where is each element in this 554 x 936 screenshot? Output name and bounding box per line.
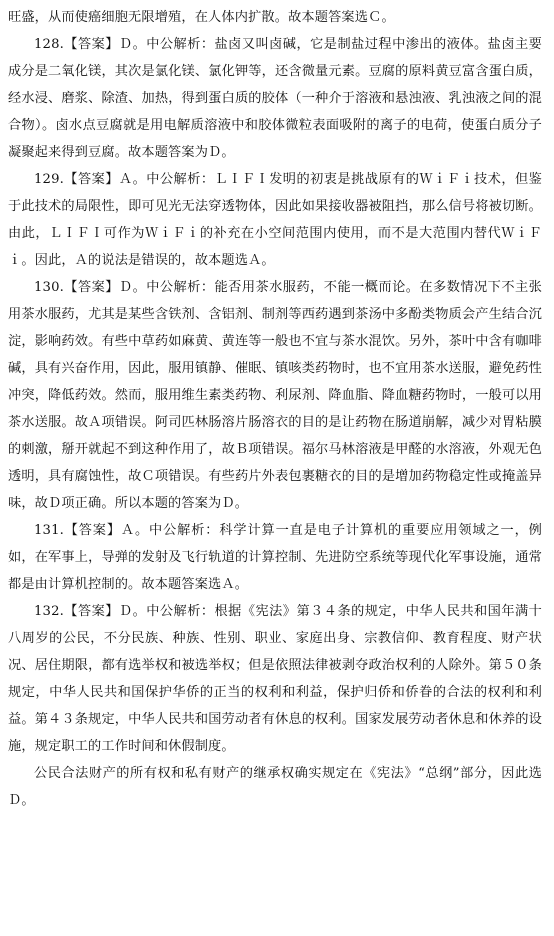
paragraph-answer-132: 132.【答案】Ｄ。中公解析：根据《宪法》第３４条的规定，中华人民共和国年满十八周岁的公民，不分民族、种族、性别、职业、家庭出身、宗教信仰、教育程度、财产状况、居住期限，都有选举权和被选举权；但是依照法律被剥夺政治权利的人除外。第５０条规定，中华人民共和国保护华侨的正当的权利和利益，保护归侨和侨眷的合法的权利和利益。第４３条规定，中华人民共和国劳动者有休息的权利。国家发展劳动者休息和休养的设施，规定职工的工作时间和休假制度。 bbox=[8, 604, 542, 754]
paragraph-continuation: 旺盛，从而使癌细胞无限增殖，在人体内扩散。故本题答案选Ｃ。 bbox=[8, 10, 395, 25]
paragraph-answer-131: 131.【答案】Ａ。中公解析：科学计算一直是电子计算机的重要应用领域之一，例如，在军事上，导弹的发射及飞行轨道的计算控制、先进防空系统等现代化军事设施，通常都是由计算机控制的。故本题答案选Ａ。 bbox=[8, 523, 542, 592]
paragraph-answer-130: 130.【答案】Ｄ。中公解析：能否用茶水服药，不能一概而论。在多数情况下不主张用茶水服药，尤其是某些含铁剂、含铝剂、制剂等西药遇到茶汤中多酚类物质会产生结合沉淀，影响药效。有些中草药如麻黄、黄连等一般也不宜与茶水混饮。另外，茶叶中含有咖啡碱，具有兴奋作用，因此，服用镇静、催眠、镇咳类药物时，也不宜用茶水送服，避免药性冲突，降低药效。然而，服用维生素类药物、利尿剂、降血脂、降血糖药物时，一般可以用茶水送服。故Ａ项错误。阿司匹林肠溶片肠溶衣的目的是让药物在肠道崩解，减少对胃粘膜的刺激，掰开就起不到这种作用了，故Ｂ项错误。福尔马林溶液是甲醛的水溶液，外观无色透明，具有腐蚀性，故Ｃ项错误。有些药片外表包裹糖衣的目的是增加药物稳定性或掩盖异味，故Ｄ项正确。所以本题的答案为Ｄ。 bbox=[8, 280, 542, 511]
paragraph-answer-132-continued: 公民合法财产的所有权和私有财产的继承权确实规定在《宪法》“总纲”部分，因此选Ｄ。 bbox=[8, 766, 542, 808]
paragraph-answer-128: 128.【答案】Ｄ。中公解析：盐卤又叫卤碱，它是制盐过程中渗出的液体。盐卤主要成分是二氧化镁，其次是氯化镁、氯化钾等，还含微量元素。豆腐的原料黄豆富含蛋白质，经水浸、磨浆、除渣、加热，得到蛋白质的胶体（一种介于溶液和悬浊液、乳浊液之间的混合物）。卤水点豆腐就是用电解质溶液中和胶体微粒表面吸附的离子的电荷，使蛋白质分子凝聚起来得到豆腐。故本题答案为Ｄ。 bbox=[8, 37, 542, 160]
paragraph-answer-129: 129.【答案】Ａ。中公解析：ＬＩＦＩ发明的初衷是挑战原有的ＷｉＦｉ技术，但鉴于此技术的局限性，即可见光无法穿透物体，因此如果接收器被阻挡，那么信号将被切断。由此，ＬＩＦＩ可作为ＷｉＦｉ的补充在小空间范围内使用，而不是大范围内替代ＷｉＦｉ。因此，Ａ的说法是错误的，故本题选Ａ。 bbox=[8, 172, 542, 268]
